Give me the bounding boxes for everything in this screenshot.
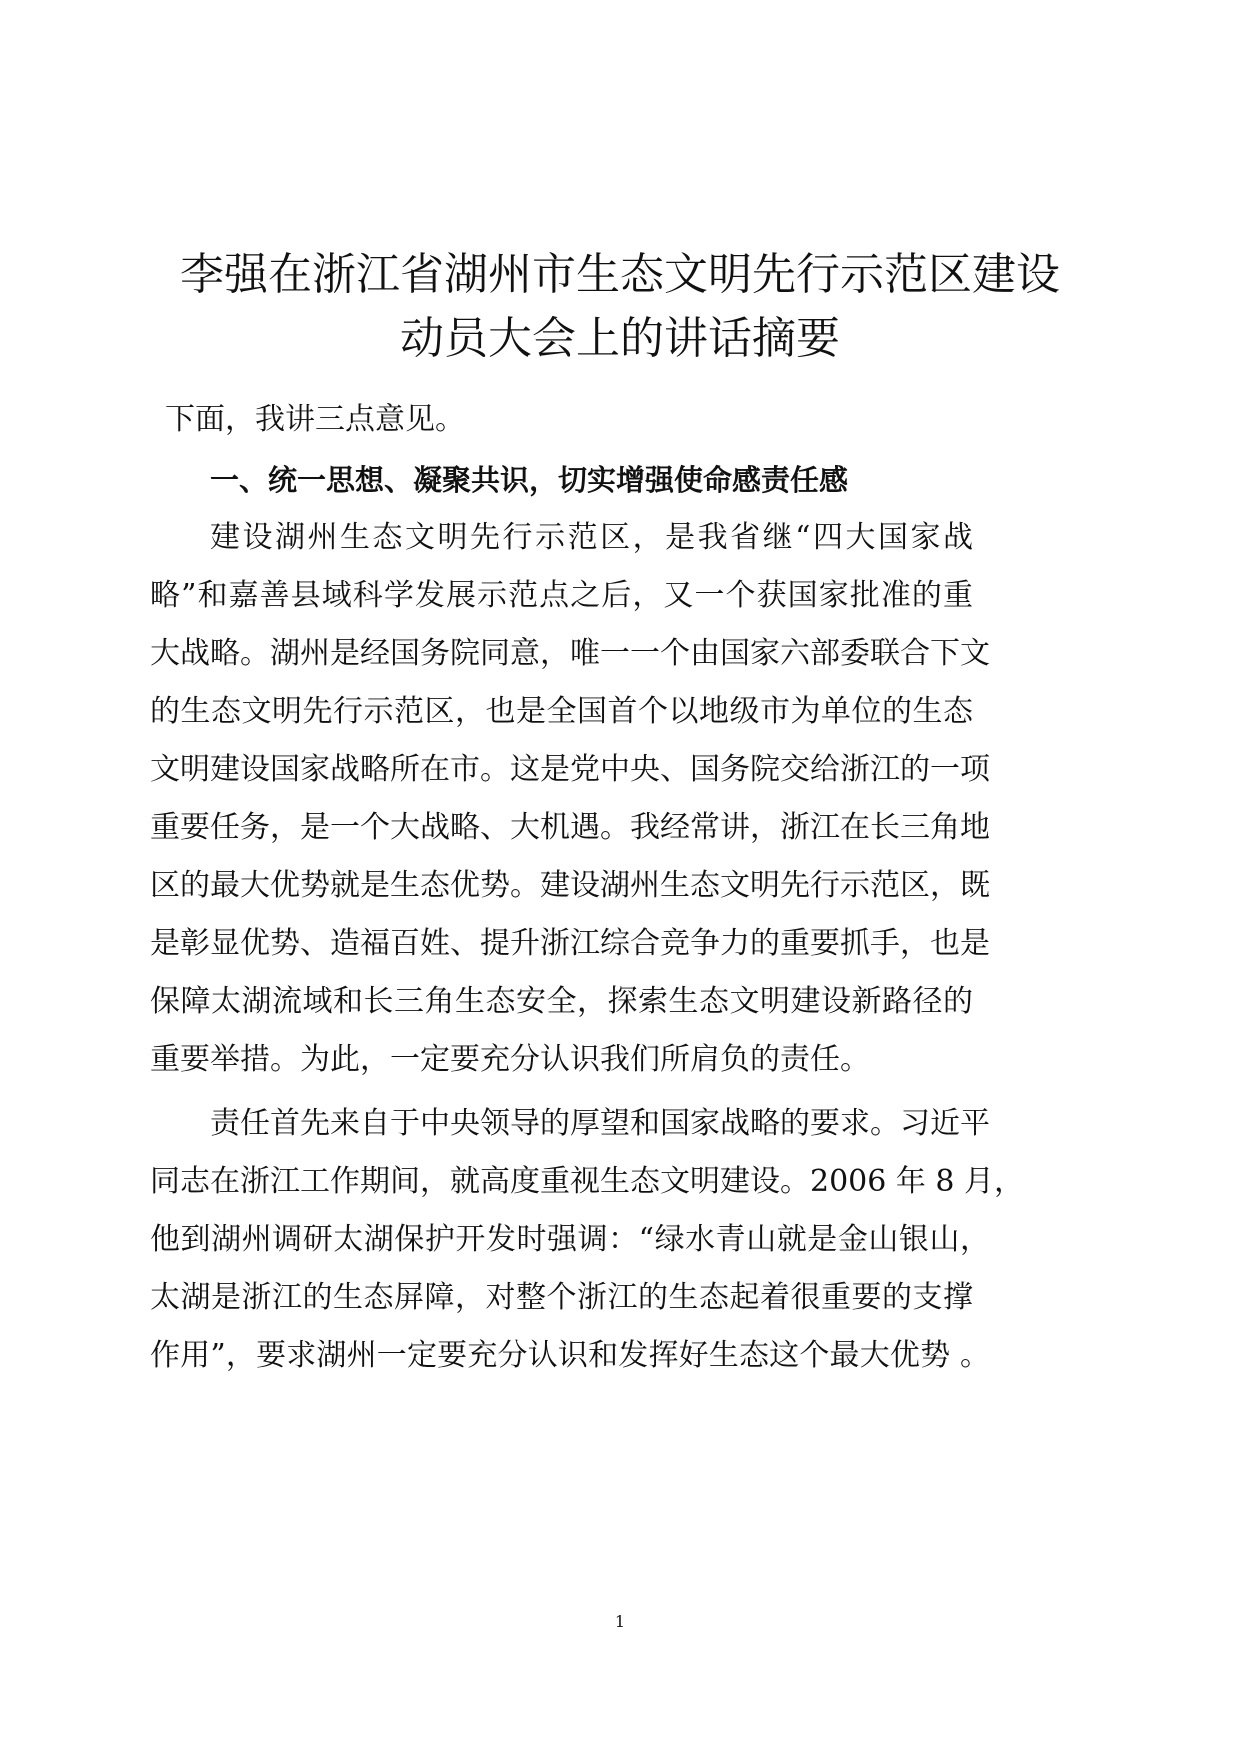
paragraph-2-line: 同志在浙江工作期间，就高度重视生态文明建设。2006 年 8 月，: [150, 1164, 1025, 1199]
document-title-line-1: 李强在浙江省湖州市生态文明先行示范区建设: [180, 249, 1060, 300]
paragraph-1-line: 略”和嘉善县域科学发展示范点之后，又一个获国家批准的重: [150, 578, 973, 613]
page-number: 1: [614, 1612, 626, 1631]
paragraph-1-line: 建设湖州生态文明先行示范区，是我省继“四大国家战: [210, 520, 973, 555]
paragraph-1-line: 保障太湖流域和长三角生态安全，探索生态文明建设新路径的: [150, 984, 973, 1019]
paragraph-1-line: 重要举措。为此，一定要充分认识我们所肩负的责任。: [150, 1042, 870, 1077]
paragraph-1-line: 文明建设国家战略所在市。这是党中央、国务院交给浙江的一项: [150, 752, 990, 787]
paragraph-2-line: 他到湖州调研太湖保护开发时强调：“绿水青山就是金山银山，: [150, 1222, 990, 1257]
paragraph-1-line: 重要任务，是一个大战略、大机遇。我经常讲，浙江在长三角地: [150, 810, 990, 845]
paragraph-1-line: 大战略。湖州是经国务院同意，唯一一个由国家六部委联合下文: [150, 636, 990, 671]
paragraph-1-line: 区的最大优势就是生态优势。建设湖州生态文明先行示范区，既: [150, 868, 990, 903]
paragraph-1-line: 的生态文明先行示范区，也是全国首个以地级市为单位的生态: [150, 694, 973, 729]
section-heading: 一、统一思想、凝聚共识，切实增强使命感责任感: [210, 463, 849, 497]
document-title-line-2: 动员大会上的讲话摘要: [400, 313, 840, 364]
paragraph-2-line: 太湖是浙江的生态屏障，对整个浙江的生态起着很重要的支撑: [150, 1280, 973, 1315]
paragraph-1-line: 是彰显优势、造福百姓、提升浙江综合竞争力的重要抓手，也是: [150, 926, 990, 961]
intro-text: 下面，我讲三点意见。: [165, 402, 465, 437]
paragraph-2-line: 作用”，要求湖州一定要充分认识和发挥好生态这个最大优势 。: [150, 1338, 990, 1373]
paragraph-2-line: 责任首先来自于中央领导的厚望和国家战略的要求。习近平: [210, 1106, 990, 1141]
